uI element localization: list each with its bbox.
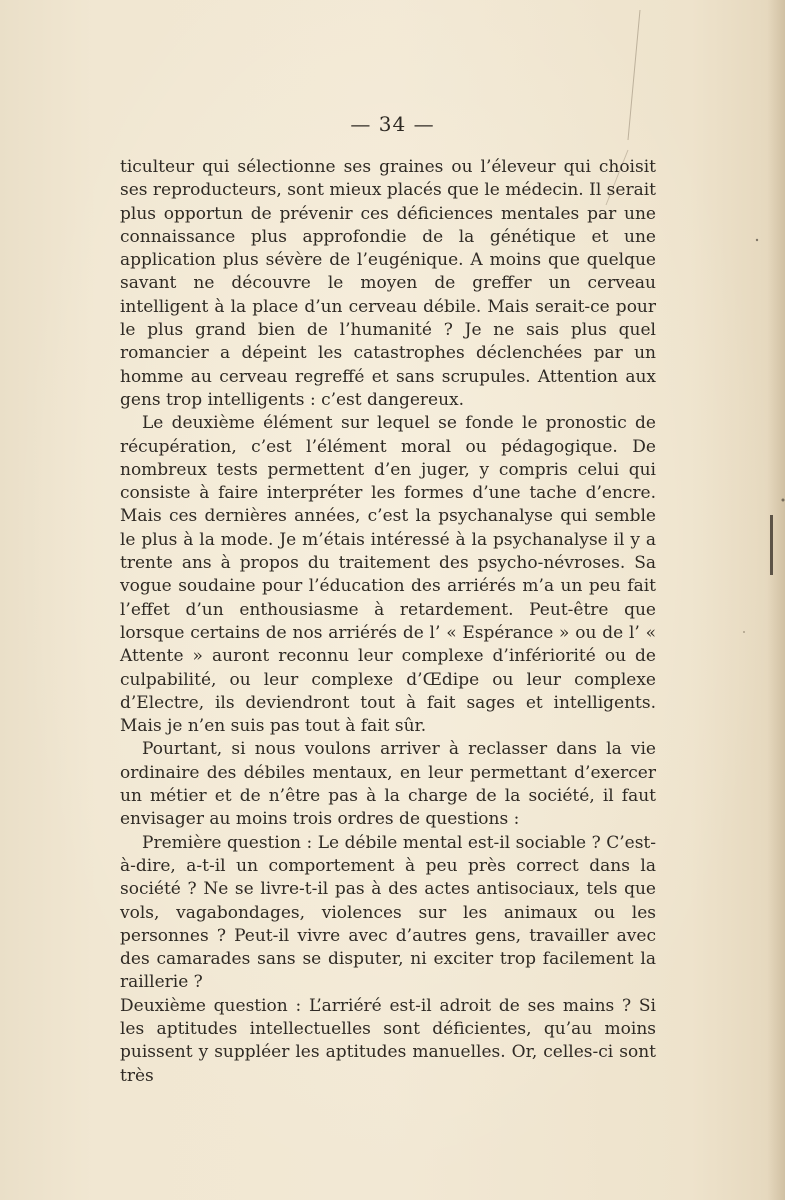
paragraph-4: Première question : Le débile mental est-il sociable ? C’est-à-dire, a-t-il un comportement à peu près correct dans la société ? Ne se livre-t-il pas à des actes antisociaux, tels que vols, vagabondages, violences sur les animaux ou les personnes ? Peut-il vivre avec d’autres gens, travailler avec des camarades sans se disputer, ni exciter trop facilement la raillerie ? [120,832,656,993]
paragraph-2: Le deuxième élément sur lequel se fonde le pronostic de récupération, c’est l’élément moral ou pédagogique. De nombreux tests permettent d’en juger, y compris celui qui consiste à faire interpréter les formes d’une tache d’encre. Mais ces dernières années, c’est la psychanalyse qui semble le plus à la mode. Je m’étais intéressé à la psychanalyse il y a trente ans à propos du traitement des psycho-névroses. Sa vogue soudaine pour l’éducation des arriérés m’a un peu fait l’effet d’un enthousiasme à retardement. Peut-être que lorsque certains de nos arriérés de l’ « Espérance » ou de l’ « Attente » auront reconnu leur complexe d’infériorité ou de culpabilité, ou leur complexe d’Œdipe ou leur complexe d’Electre, ils deviendront tout à fait sages et intelligents. Mais je n’en suis pas tout à fait sûr. [120,413,656,737]
page-number: — 34 — [350,112,435,136]
paragraph-3: Pourtant, si nous voulons arriver à reclasser dans la vie ordinaire des débiles mentaux, en leur permettant d’exercer un métier et de n’être pas à la charge de la société, il faut envisager au moins trois ordres de questions : [120,739,656,830]
body-text [120,156,656,1088]
paragraph-1: ticulteur qui sélectionne ses graines ou l’éleveur qui choisit ses reproducteurs, sont mieux placés que le médecin. Il serait plus opportun de prévenir ces déficiences mentales par une connaissance plus approfondie de la génétique et une application plus sévère de l’eugénique. A moins que quelque savant ne découvre le moyen de greffer un cerveau intelligent à la place d’un cerveau débile. Mais serait-ce pour le plus grand bien de l’humanité ? Je ne sais plus quel romancier a dépeint les catastrophes déclenchées par un homme au cerveau regreffé et sans scrupules. Attention aux gens trop intelligents : c’est dangereux. [120,157,656,410]
paragraph-5: Deuxième question : L’arriéré est-il adroit de ses mains ? Si les aptitudes intellectuelles sont déficientes, qu’au moins puissent y suppléer les aptitudes manuelles. Or, celles-ci sont très [120,995,656,1086]
